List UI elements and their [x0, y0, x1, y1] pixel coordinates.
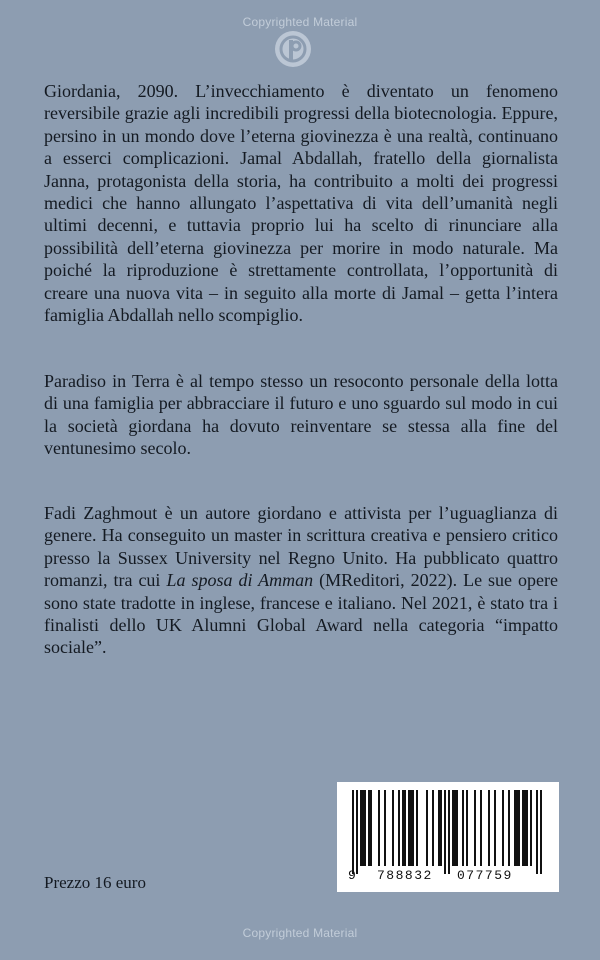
barcode-bar [522, 790, 524, 866]
barcode-bar [408, 790, 410, 866]
barcode-bar [440, 790, 442, 866]
watermark-bottom-text: Copyrighted Material [242, 926, 358, 940]
barcode-bar [368, 790, 370, 866]
barcode-bar [524, 790, 526, 866]
barcode-bar [508, 790, 510, 866]
book-title: La sposa di Amman [166, 570, 314, 591]
barcode-bar [462, 790, 464, 866]
barcode-bar [364, 790, 366, 866]
barcode-bars [337, 782, 559, 892]
barcode-bar [452, 790, 454, 866]
synopsis-paragraph-2: Paradiso in Terra è al tempo stesso un resoconto personale della lotta di una famiglia per abbracciare il futuro e uno sguardo sul modo in cui la società giordana ha dovuto reinventare se stessa alla fine del ventunesimo secolo. [44, 371, 558, 459]
barcode-bar [494, 790, 496, 866]
barcode-bar [514, 790, 516, 866]
barcode-bar [398, 790, 400, 866]
author-bio-text-2: (MReditori, 2022). Le sue opere sono state tradotte in inglese, francese e italiano. Nel 2021, è stato tra i finalisti dello UK Alumni Global Award nella categoria “impatto sociale”. [44, 570, 559, 658]
barcode-bar [370, 790, 372, 866]
barcode-bar [474, 790, 476, 866]
barcode-bar [454, 790, 456, 866]
barcode-bar [526, 790, 528, 866]
barcode-bar [426, 790, 428, 866]
barcode-bar [530, 790, 532, 866]
price-label: Prezzo 16 euro [44, 873, 146, 892]
barcode-bar [352, 790, 354, 874]
watermark-top-text: Copyrighted Material [242, 15, 358, 29]
barcode-bar [480, 790, 482, 866]
synopsis-paragraph-1: Giordania, 2090. L’invecchiamento è diventato un fenomeno reversibile grazie agli incredibili progressi della biotecnologia. Eppure, persino in un mondo dove l’eterna giovinezza è una realtà, continuano a esserci complicazioni. Jamal Abdallah, fratello della giornalista Janna, protagonista della storia, ha contribuito a molti dei progressi medici che hanno allungato l’aspettativa di vita dell’umanità negli ultimi decenni, e tuttavia proprio lui ha scelto di rinunciare alla possibilità dell’eterna giovinezza per morire in modo naturale. Ma poiché la riproduzione è strettamente controllata, l’opportunità di creare una nuova vita – in seguito alla morte di Jamal – getta l’intera famiglia Abdallah nello scompiglio. [44, 81, 558, 326]
barcode-bar [536, 790, 538, 874]
barcode-bar [412, 790, 414, 866]
barcode-bar [384, 790, 386, 866]
isbn-prefix: 9 [348, 868, 358, 883]
barcode-bar [502, 790, 504, 866]
barcode-bar [378, 790, 380, 866]
barcode-bar [518, 790, 520, 866]
barcode-bar [444, 790, 446, 874]
barcode-bar [516, 790, 518, 866]
barcode-bar [432, 790, 434, 866]
barcode-bar [438, 790, 440, 866]
author-bio-text-1: Fadi Zaghmout è un autore giordano e attivista per l’uguaglianza di genere. Ha conseguito un master in scrittura creativa e pensiero critico presso la Sussex University nel Regno Unito. Ha pubblicato quattro romanzi, tra cui [44, 503, 558, 591]
barcode-bar [466, 790, 468, 866]
barcode-bar [416, 790, 418, 866]
barcode-bar [410, 790, 412, 866]
barcode-bar [448, 790, 450, 874]
barcode-bar [402, 790, 404, 866]
barcode-bar [356, 790, 358, 874]
barcode-bar [362, 790, 364, 866]
author-bio [44, 502, 558, 659]
barcode-bar [392, 790, 394, 866]
isbn-barcode [337, 782, 559, 892]
publisher-logo-icon [274, 30, 312, 68]
barcode-bar [456, 790, 458, 866]
isbn-group-2: 077759 [457, 868, 513, 883]
barcode-bar [540, 790, 542, 874]
barcode-bar [488, 790, 490, 866]
barcode-bar [360, 790, 362, 866]
isbn-group-1: 788832 [377, 868, 433, 883]
barcode-bar [404, 790, 406, 866]
